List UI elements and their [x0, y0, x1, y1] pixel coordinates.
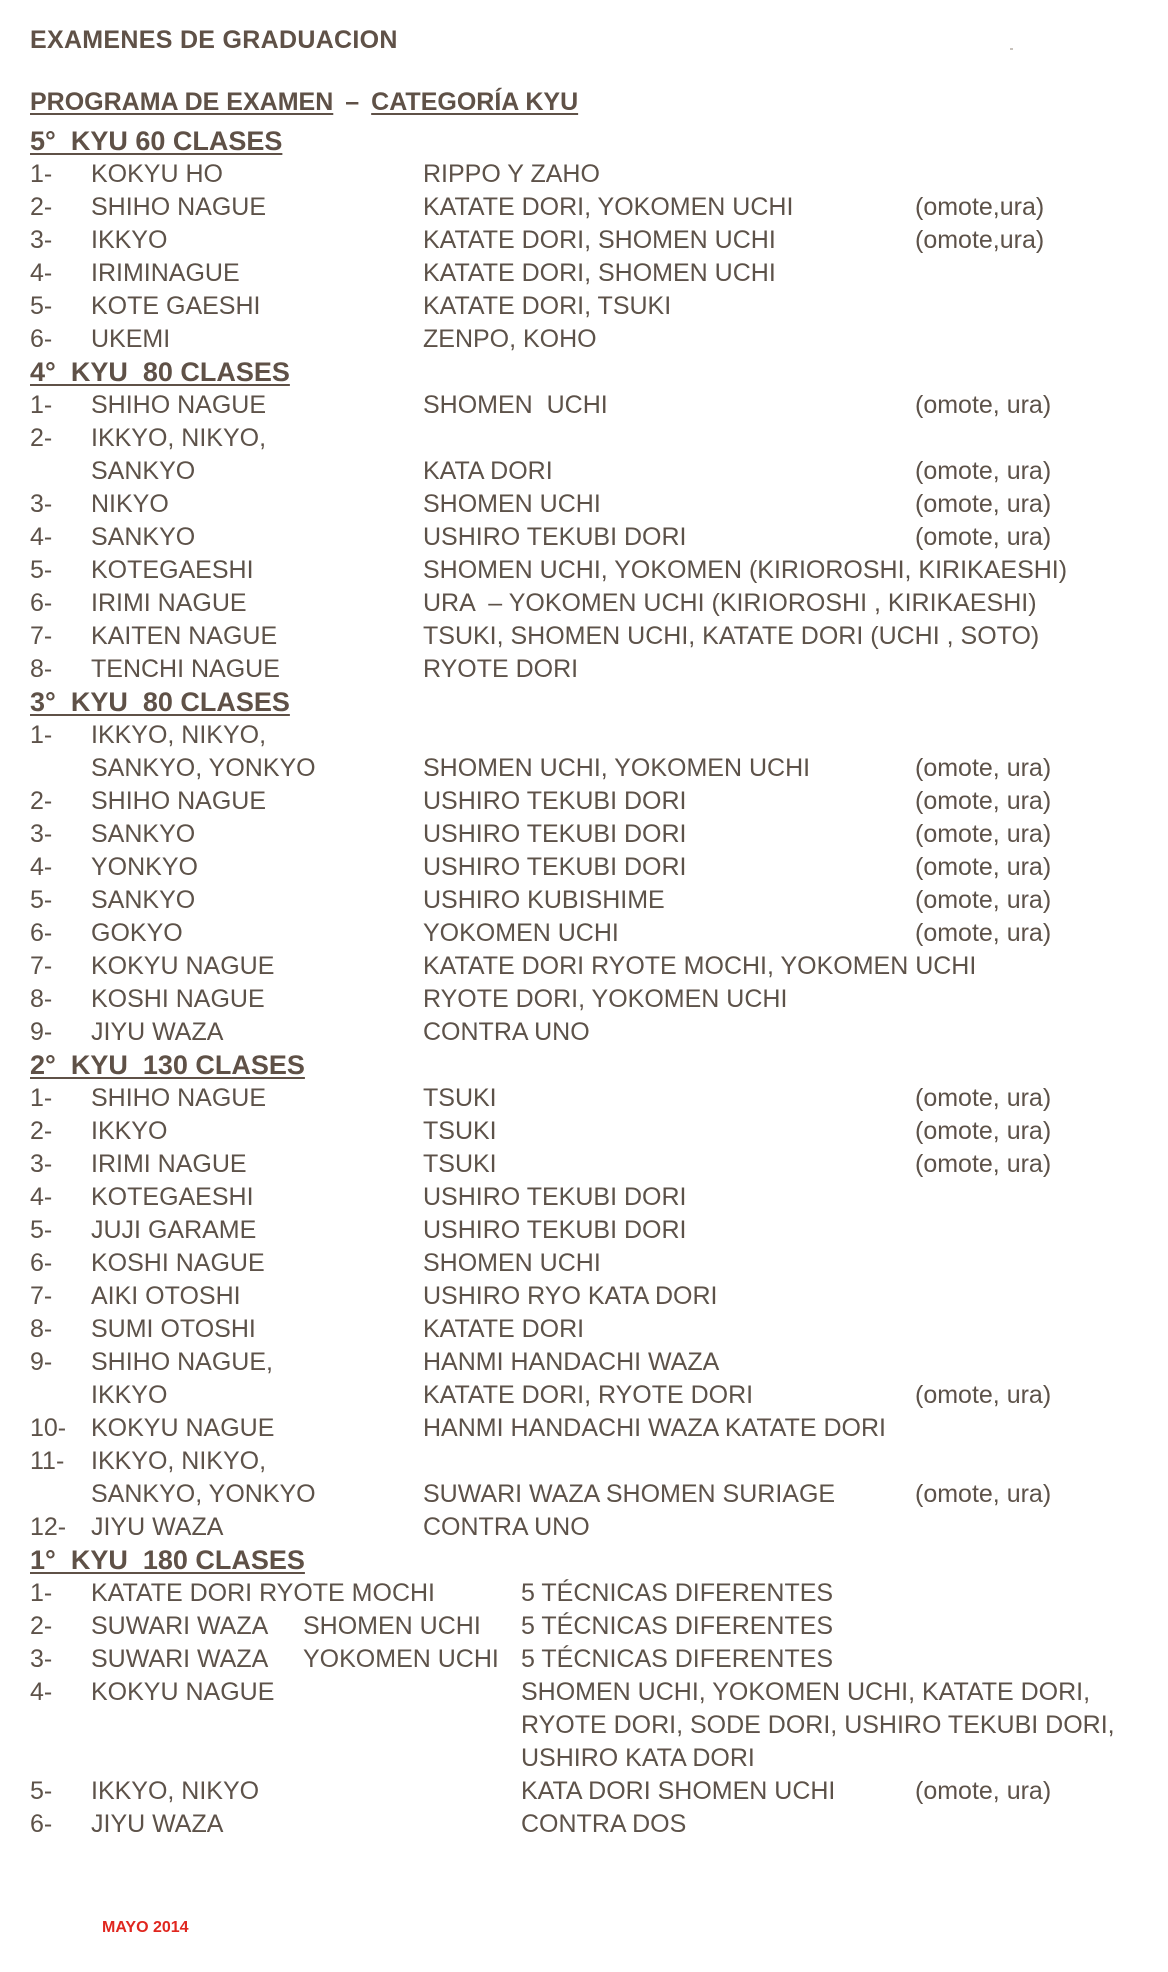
- row-note: (omote, ura): [915, 886, 1052, 914]
- exam-section: [30, 125, 1140, 356]
- exam-row: [30, 620, 1140, 653]
- exam-row: [30, 1478, 1140, 1511]
- row-num: 4-: [30, 523, 53, 551]
- row-num: 2-: [30, 424, 53, 452]
- exam-row: [30, 1709, 1140, 1742]
- row-note: (omote, ura): [915, 1084, 1052, 1112]
- row-tech: KOKYU NAGUE: [91, 1678, 275, 1706]
- row-tech: NIKYO: [91, 490, 169, 518]
- row-tech: IKKYO, NIKYO: [91, 1777, 260, 1805]
- exam-section: [30, 356, 1140, 686]
- row-attack: KATA DORI SHOMEN UCHI: [521, 1777, 836, 1805]
- row-num: 12-: [30, 1513, 67, 1541]
- row-tech: IKKYO: [91, 1381, 168, 1409]
- row-tech: KOTE GAESHI: [91, 292, 261, 320]
- row-num: 5-: [30, 886, 53, 914]
- row-tech: UKEMI: [91, 325, 171, 353]
- row-attack: TSUKI: [423, 1150, 497, 1178]
- document-title: EXAMENES DE GRADUACION: [30, 26, 398, 54]
- exam-row: [30, 1742, 1140, 1775]
- row-tech: SHIHO NAGUE,: [91, 1348, 273, 1376]
- row-note: (omote,ura): [915, 193, 1045, 221]
- row-num: 6-: [30, 1810, 53, 1838]
- row-attack: SHOMEN UCHI: [423, 490, 601, 518]
- row-note: (omote, ura): [915, 391, 1052, 419]
- row-note: (omote, ura): [915, 754, 1052, 782]
- exam-row: [30, 257, 1140, 290]
- row-num: 2-: [30, 193, 53, 221]
- exam-row: [30, 1313, 1140, 1346]
- row-attack: 5 TÉCNICAS DIFERENTES: [521, 1612, 834, 1640]
- row-tech: IRIMINAGUE: [91, 259, 240, 287]
- row-num: 1-: [30, 1084, 53, 1112]
- row-tech: SUWARI WAZA: [91, 1612, 269, 1640]
- exam-row: [30, 950, 1140, 983]
- row-num: 5-: [30, 1777, 53, 1805]
- row-num: 3-: [30, 490, 53, 518]
- row-note: (omote, ura): [915, 787, 1052, 815]
- row-note: (omote, ura): [915, 853, 1052, 881]
- section-title: 5° KYU 60 CLASES: [30, 126, 283, 156]
- exam-row: [30, 785, 1140, 818]
- row-attack: YOKOMEN UCHI: [423, 919, 619, 947]
- row-num: 4-: [30, 1183, 53, 1211]
- row-tech: SANKYO: [91, 886, 196, 914]
- row-attack: KATATE DORI: [423, 1315, 585, 1343]
- exam-row: [30, 587, 1140, 620]
- row-tech: SANKYO: [91, 820, 196, 848]
- row-tech: IKKYO, NIKYO,: [91, 424, 267, 452]
- row-num: 2-: [30, 1612, 53, 1640]
- section-title: 2° KYU 130 CLASES: [30, 1050, 305, 1080]
- row-attack: CONTRA UNO: [423, 1018, 590, 1046]
- row-attack: SHOMEN UCHI, YOKOMEN (KIRIOROSHI, KIRIKAESHI): [423, 556, 1068, 584]
- row-num: 9-: [30, 1348, 53, 1376]
- row-note: (omote, ura): [915, 1150, 1052, 1178]
- row-num: 7-: [30, 1282, 53, 1310]
- row-tech: JIYU WAZA: [91, 1810, 224, 1838]
- row-tech: SANKYO: [91, 523, 196, 551]
- row-attack: SHOMEN UCHI: [423, 1249, 601, 1277]
- exam-section: [30, 1049, 1140, 1544]
- row-num: 6-: [30, 919, 53, 947]
- row-attack: RYOTE DORI, YOKOMEN UCHI: [423, 985, 788, 1013]
- row-attack: RYOTE DORI, SODE DORI, USHIRO TEKUBI DORI,: [521, 1711, 1115, 1739]
- row-attack: USHIRO TEKUBI DORI: [423, 523, 687, 551]
- row-note: (omote, ura): [915, 1777, 1052, 1805]
- row-num: 10-: [30, 1414, 67, 1442]
- row-attack: RYOTE DORI: [423, 655, 579, 683]
- row-tech: KOSHI NAGUE: [91, 985, 265, 1013]
- exam-row: [30, 1775, 1140, 1808]
- row-num: 4-: [30, 259, 53, 287]
- exam-row: [30, 389, 1140, 422]
- row-num: 6-: [30, 589, 53, 617]
- row-tech: SANKYO, YONKYO: [91, 1480, 316, 1508]
- row-attack: KATATE DORI, RYOTE DORI: [423, 1381, 754, 1409]
- exam-row: [30, 818, 1140, 851]
- row-attack: KATATE DORI, YOKOMEN UCHI: [423, 193, 794, 221]
- row-tech: TENCHI NAGUE: [91, 655, 280, 683]
- program-heading-right: CATEGORÍA KYU: [371, 88, 579, 116]
- row-note: (omote, ura): [915, 457, 1052, 485]
- row-tech: IKKYO, NIKYO,: [91, 1447, 267, 1475]
- exam-row: [30, 422, 1140, 455]
- row-attack: KATATE DORI RYOTE MOCHI, YOKOMEN UCHI: [423, 952, 977, 980]
- row-attack: USHIRO TEKUBI DORI: [423, 1216, 687, 1244]
- row-tech: SHIHO NAGUE: [91, 391, 267, 419]
- program-heading-left: PROGRAMA DE EXAMEN: [30, 88, 334, 116]
- exam-row: [30, 884, 1140, 917]
- row-tech: IKKYO: [91, 226, 168, 254]
- row-tech: SUMI OTOSHI: [91, 1315, 256, 1343]
- exam-row: [30, 1511, 1140, 1544]
- row-tech: SHIHO NAGUE: [91, 787, 267, 815]
- row-num: 2-: [30, 1117, 53, 1145]
- row-tech: KOTEGAESHI: [91, 556, 254, 584]
- program-heading: [30, 88, 578, 117]
- exam-row: [30, 1082, 1140, 1115]
- row-num: 5-: [30, 1216, 53, 1244]
- row-num: 2-: [30, 787, 53, 815]
- exam-row: [30, 1643, 1140, 1676]
- row-attack: ZENPO, KOHO: [423, 325, 597, 353]
- row-attack: USHIRO TEKUBI DORI: [423, 1183, 687, 1211]
- row-tech: SANKYO, YONKYO: [91, 754, 316, 782]
- row-tech: IRIMI NAGUE: [91, 1150, 247, 1178]
- exam-row: [30, 752, 1140, 785]
- row-attack: URA – YOKOMEN UCHI (KIRIOROSHI , KIRIKAESHI): [423, 589, 1037, 617]
- section-title: 4° KYU 80 CLASES: [30, 357, 290, 387]
- exam-row: [30, 323, 1140, 356]
- row-num: 7-: [30, 952, 53, 980]
- exam-section: [30, 1544, 1140, 1841]
- row-note: (omote, ura): [915, 490, 1052, 518]
- exam-row: [30, 851, 1140, 884]
- exam-row: [30, 1379, 1140, 1412]
- row-num: 8-: [30, 1315, 53, 1343]
- row-num: 3-: [30, 226, 53, 254]
- row-attack: SUWARI WAZA SHOMEN SURIAGE: [423, 1480, 836, 1508]
- exam-row: [30, 1577, 1140, 1610]
- row-attack: TSUKI, SHOMEN UCHI, KATATE DORI (UCHI , SOTO): [423, 622, 1040, 650]
- row-attack: SHOMEN UCHI, YOKOMEN UCHI: [423, 754, 811, 782]
- row-attack: RIPPO Y ZAHO: [423, 160, 600, 188]
- row-tech: KOKYU NAGUE: [91, 952, 275, 980]
- row-attack: USHIRO KATA DORI: [521, 1744, 755, 1772]
- row-tech: AIKI OTOSHI: [91, 1282, 241, 1310]
- row-num: 3-: [30, 820, 53, 848]
- row-note: (omote, ura): [915, 523, 1052, 551]
- row-num: 5-: [30, 292, 53, 320]
- row-tech2: YOKOMEN UCHI: [303, 1645, 499, 1673]
- row-attack: TSUKI: [423, 1084, 497, 1112]
- row-num: 8-: [30, 655, 53, 683]
- row-num: 1-: [30, 160, 53, 188]
- exam-row: [30, 1676, 1140, 1709]
- exam-row: [30, 719, 1140, 752]
- row-tech: SHIHO NAGUE: [91, 1084, 267, 1112]
- row-attack: CONTRA UNO: [423, 1513, 590, 1541]
- row-attack: SHOMEN UCHI: [423, 391, 608, 419]
- row-tech2: SHOMEN UCHI: [303, 1612, 481, 1640]
- row-tech: KOSHI NAGUE: [91, 1249, 265, 1277]
- row-tech: IKKYO: [91, 1117, 168, 1145]
- row-tech: KAITEN NAGUE: [91, 622, 278, 650]
- row-num: 8-: [30, 985, 53, 1013]
- row-attack: USHIRO KUBISHIME: [423, 886, 665, 914]
- exam-row: [30, 1280, 1140, 1313]
- row-attack: USHIRO TEKUBI DORI: [423, 787, 687, 815]
- exam-row: [30, 1181, 1140, 1214]
- row-attack: HANMI HANDACHI WAZA KATATE DORI: [423, 1414, 886, 1442]
- row-tech: SHIHO NAGUE: [91, 193, 267, 221]
- row-attack: TSUKI: [423, 1117, 497, 1145]
- exam-row: [30, 488, 1140, 521]
- exam-row: [30, 1808, 1140, 1841]
- row-tech: IKKYO, NIKYO,: [91, 721, 267, 749]
- row-tech: SUWARI WAZA: [91, 1645, 269, 1673]
- row-tech: KOKYU NAGUE: [91, 1414, 275, 1442]
- exam-row: [30, 1016, 1140, 1049]
- exam-row: [30, 521, 1140, 554]
- exam-section: [30, 686, 1140, 1049]
- row-attack: KATATE DORI, SHOMEN UCHI: [423, 259, 776, 287]
- row-num: 11-: [30, 1447, 65, 1475]
- exam-row: [30, 1148, 1140, 1181]
- row-attack: USHIRO RYO KATA DORI: [423, 1282, 718, 1310]
- exam-row: [30, 917, 1140, 950]
- exam-row: [30, 1214, 1140, 1247]
- row-tech: JUJI GARAME: [91, 1216, 257, 1244]
- row-tech: JIYU WAZA: [91, 1018, 224, 1046]
- row-note: (omote, ura): [915, 820, 1052, 848]
- row-num: 3-: [30, 1150, 53, 1178]
- row-num: 1-: [30, 1579, 53, 1607]
- row-note: (omote, ura): [915, 919, 1052, 947]
- exam-row: [30, 554, 1140, 587]
- program-heading-dash: –: [345, 88, 360, 116]
- row-num: 5-: [30, 556, 53, 584]
- exam-row: [30, 1247, 1140, 1280]
- exam-row: [30, 653, 1140, 686]
- footer-date: MAYO 2014: [102, 1919, 189, 1936]
- exam-row: [30, 1115, 1140, 1148]
- row-note: (omote, ura): [915, 1117, 1052, 1145]
- row-num: 4-: [30, 1678, 53, 1706]
- row-note: (omote, ura): [915, 1480, 1052, 1508]
- exam-row: [30, 983, 1140, 1016]
- exam-row: [30, 224, 1140, 257]
- exam-row: [30, 455, 1140, 488]
- row-attack: KATA DORI: [423, 457, 553, 485]
- row-attack: KATATE DORI, TSUKI: [423, 292, 672, 320]
- row-num: 3-: [30, 1645, 53, 1673]
- row-attack: KATATE DORI, SHOMEN UCHI: [423, 226, 776, 254]
- row-num: 1-: [30, 721, 53, 749]
- row-num: 6-: [30, 1249, 53, 1277]
- row-attack: HANMI HANDACHI WAZA: [423, 1348, 720, 1376]
- exam-sections: [30, 125, 1140, 1841]
- exam-row: [30, 290, 1140, 323]
- row-attack: 5 TÉCNICAS DIFERENTES: [521, 1579, 834, 1607]
- exam-row: [30, 1346, 1140, 1379]
- row-tech: KOTEGAESHI: [91, 1183, 254, 1211]
- row-num: 6-: [30, 325, 53, 353]
- row-num: 4-: [30, 853, 53, 881]
- row-note: (omote, ura): [915, 1381, 1052, 1409]
- section-title: 1° KYU 180 CLASES: [30, 1545, 305, 1575]
- row-tech: GOKYO: [91, 919, 183, 947]
- row-num: 7-: [30, 622, 53, 650]
- row-num: 1-: [30, 391, 53, 419]
- row-note: (omote,ura): [915, 226, 1045, 254]
- row-attack: SHOMEN UCHI, YOKOMEN UCHI, KATATE DORI,: [521, 1678, 1091, 1706]
- row-attack: USHIRO TEKUBI DORI: [423, 853, 687, 881]
- row-attack: USHIRO TEKUBI DORI: [423, 820, 687, 848]
- row-tech: SANKYO: [91, 457, 196, 485]
- exam-row: [30, 1610, 1140, 1643]
- section-title: 3° KYU 80 CLASES: [30, 687, 290, 717]
- exam-row: [30, 191, 1140, 224]
- row-tech: YONKYO: [91, 853, 198, 881]
- row-attack: 5 TÉCNICAS DIFERENTES: [521, 1645, 834, 1673]
- row-attack: CONTRA DOS: [521, 1810, 687, 1838]
- row-num: 9-: [30, 1018, 53, 1046]
- row-tech: KATATE DORI RYOTE MOCHI: [91, 1579, 436, 1607]
- exam-row: [30, 1412, 1140, 1445]
- row-tech: KOKYU HO: [91, 160, 223, 188]
- scan-speck: [1010, 48, 1013, 50]
- exam-row: [30, 158, 1140, 191]
- row-tech: IRIMI NAGUE: [91, 589, 247, 617]
- row-tech: JIYU WAZA: [91, 1513, 224, 1541]
- exam-row: [30, 1445, 1140, 1478]
